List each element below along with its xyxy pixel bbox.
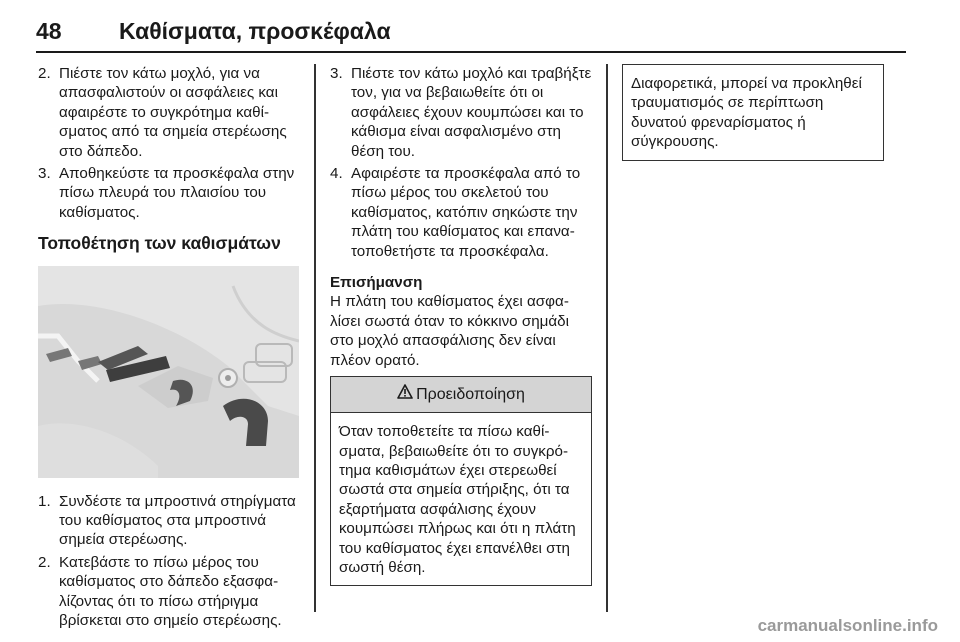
warning-box <box>330 376 592 586</box>
list-item <box>330 64 592 161</box>
header-rule <box>36 51 906 53</box>
column-divider <box>314 64 316 612</box>
column-3 <box>622 64 884 161</box>
list-text: Πιέστε τον κάτω μοχλό και τραβήξτε τον, για να βεβαιωθείτε ότι οι ασφάλειες έχουν κουμπώσει και το κάθισμα είναι ασφαλισμένο στη θέση του. <box>351 65 592 160</box>
list-text: Κατεβάστε το πίσω μέρος του καθίσματος στο δάπεδο εξασφαλίζοντας ότι το πίσω στήριγμα βρίσκεται στο σημείο στερέωσης. <box>59 553 282 630</box>
list-text: Αφαιρέστε τα προσκέφαλα από το πίσω μέρος του σκελετού του καθίσματος, κατόπιν σηκώστε την πλάτη του καθίσματος και επανατοποθετήστε τα προσκέφαλα. <box>351 165 581 260</box>
column-2 <box>330 64 592 586</box>
list-item <box>38 64 300 161</box>
watermark: carmanualsonline.info <box>757 616 938 635</box>
list-number: 2. <box>38 65 51 82</box>
list-item <box>38 164 300 222</box>
section-heading: Τοποθέτηση των καθισμάτων <box>38 233 281 254</box>
list-text: Συνδέστε τα μπροστινά στηρίγματα του καθίσματος στα μπροστινά σημεία στερέωσης. <box>59 492 296 549</box>
warning-box-continued <box>622 64 884 161</box>
seat-installation-illustration <box>38 266 299 478</box>
page-header <box>36 16 906 52</box>
warning-triangle-icon <box>397 384 413 404</box>
list-item <box>38 492 300 550</box>
list-number: 3. <box>330 65 343 82</box>
list-text: Αποθηκεύστε τα προσκέφαλα στην πίσω πλευρά του πλαισίου του καθίσματος. <box>59 165 295 221</box>
note-title: Επισήμανση <box>330 274 423 292</box>
chapter-title: Καθίσματα, προσκέφαλα <box>119 18 391 44</box>
list-text: Πιέστε τον κάτω μοχλό, για να απασφαλιστούν οι ασφάλειες και αφαιρέστε το συγκρότημα καθίσματος από τα σημεία στερέωσης στο δάπεδο. <box>59 65 287 160</box>
list-item <box>38 553 300 631</box>
warning-header <box>331 377 591 413</box>
warning-body-continued: Διαφορετικά, μπορεί να προκληθεί τραυματισμός σε περίπτωση δυνατού φρεναρίσματος ή σύγκρουσης. <box>631 75 862 151</box>
warning-body: Όταν τοποθετείτε τα πίσω καθίσματα, βεβαιωθείτε ότι το συγκρότημα καθισμάτων έχει στερεωθεί σωστά στα σημεία στήριξης, ότι τα εξαρτήματα ασφάλισης έχουν κουμπώσει πλήρως και ότι η πλάτη του καθίσματος έχει επανέλθει στη σωστή θέση. <box>339 423 576 576</box>
seat-anchor-diagram <box>38 266 299 478</box>
column-1 <box>38 64 300 634</box>
page-number: 48 <box>36 18 62 44</box>
list-number: 1. <box>38 492 51 510</box>
note-text: Η πλάτη του καθίσματος έχει ασφαλίσει σωστά όταν το κόκκινο σημάδι στο μοχλό απασφάλισης δεν είναι πλέον ορατό. <box>330 293 570 369</box>
list-number: 2. <box>38 553 51 571</box>
list-number: 3. <box>38 165 51 183</box>
list-number: 4. <box>330 165 343 183</box>
column-divider <box>606 64 608 612</box>
warning-title: Προειδοποίηση <box>416 385 525 403</box>
list-item <box>330 164 592 261</box>
